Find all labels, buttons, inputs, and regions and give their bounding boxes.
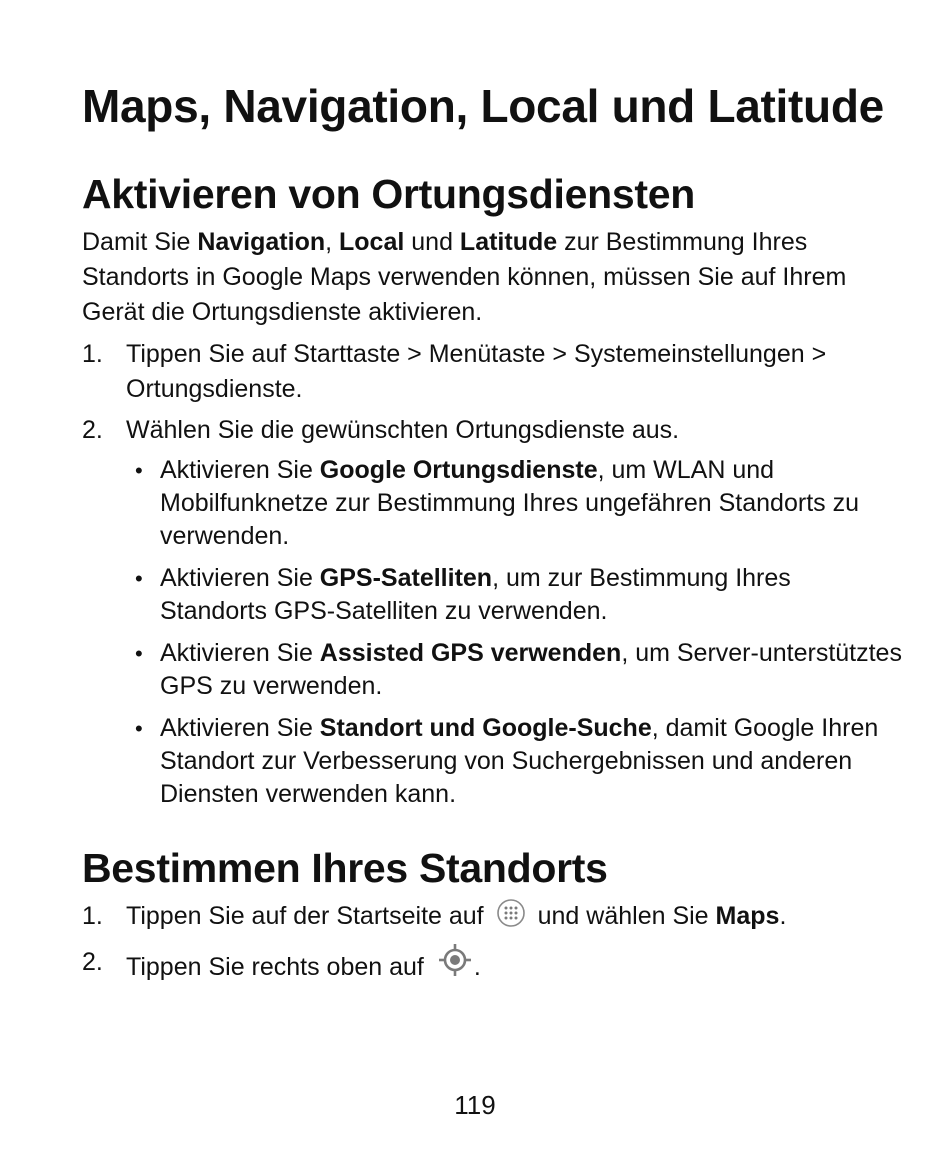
bullet-icon: • [135, 641, 143, 666]
step-number: 1. [82, 902, 103, 930]
list-item [82, 413, 902, 811]
step-text-bold: Maps [715, 902, 780, 930]
intro-paragraph [82, 225, 892, 330]
bullet-text-bold: GPS-Satelliten [319, 564, 493, 592]
list-item [82, 337, 902, 407]
list-item [82, 897, 902, 939]
my-location-icon [438, 943, 472, 988]
page-title: Maps, Navigation, Local und Latitude [82, 80, 884, 132]
step-text-mid: und wählen Sie [537, 902, 716, 930]
bullet-text-pre: Aktivieren Sie [160, 456, 320, 484]
intro-bold-latitude: Latitude [459, 228, 558, 256]
step-text-post: . [473, 953, 481, 981]
list-item [126, 454, 902, 553]
bullet-text-bold: Standort und Google-Suche [319, 714, 652, 742]
bullet-icon: • [135, 458, 143, 483]
intro-text-2: , [325, 228, 340, 256]
step-text: Wählen Sie die gewünschten Ortungsdienste aus. [126, 416, 680, 444]
bullet-text-pre: Aktivieren Sie [160, 639, 320, 667]
list-item [126, 562, 902, 628]
step-text-pre: Tippen Sie auf der Startseite auf [126, 902, 484, 930]
intro-text-1: Damit Sie [82, 228, 198, 256]
bullet-text-post: , um Server-unterstütztes GPS zu verwenden. [160, 639, 902, 700]
page-content [82, 0, 902, 992]
list-item [82, 943, 902, 988]
location-services-steps [82, 337, 902, 811]
bullet-icon: • [135, 566, 143, 591]
intro-bold-local: Local [339, 228, 405, 256]
list-item [126, 637, 902, 703]
page-number: 119 [454, 1090, 496, 1120]
intro-text-3: und [404, 228, 460, 256]
bullet-text-post: , um zur Bestimmung Ihres Standorts GPS-Satelliten zu verwenden. [160, 564, 791, 625]
list-item [126, 712, 902, 811]
bullet-text-post: , um WLAN und Mobilfunknetze zur Bestimmung Ihres ungefähren Standorts zu verwenden. [160, 456, 859, 550]
location-services-options [126, 454, 902, 811]
intro-text-4: zur Bestimmung Ihres Standorts in Google Maps verwenden können, müssen Sie auf Ihrem Gerät die Ortungsdienste aktivieren. [82, 228, 847, 326]
determine-location-steps [82, 897, 902, 988]
bullet-text-pre: Aktivieren Sie [160, 564, 320, 592]
bullet-text-pre: Aktivieren Sie [160, 714, 320, 742]
step-number: 2. [82, 948, 103, 976]
step-text-pre: Tippen Sie rechts oben auf [126, 953, 424, 981]
step-text-post: . [779, 902, 787, 930]
section-heading-location-services: Aktivieren von Ortungsdiensten [82, 171, 695, 217]
section-heading-determine-location: Bestimmen Ihres Standorts [82, 845, 608, 891]
bullet-text-post: , damit Google Ihren Standort zur Verbesserung von Suchergebnissen und anderen Diensten verwenden kann. [160, 714, 879, 808]
step-text: Tippen Sie auf Starttaste > Menütaste > Systemeinstellungen > Ortungsdienste. [126, 340, 827, 403]
intro-bold-navigation: Navigation [197, 228, 326, 256]
step-number: 2. [82, 416, 103, 444]
bullet-text-bold: Assisted GPS verwenden [319, 639, 622, 667]
apps-launcher-icon [494, 898, 528, 939]
bullet-icon: • [135, 716, 143, 741]
bullet-text-bold: Google Ortungsdienste [319, 456, 598, 484]
step-number: 1. [82, 340, 103, 368]
